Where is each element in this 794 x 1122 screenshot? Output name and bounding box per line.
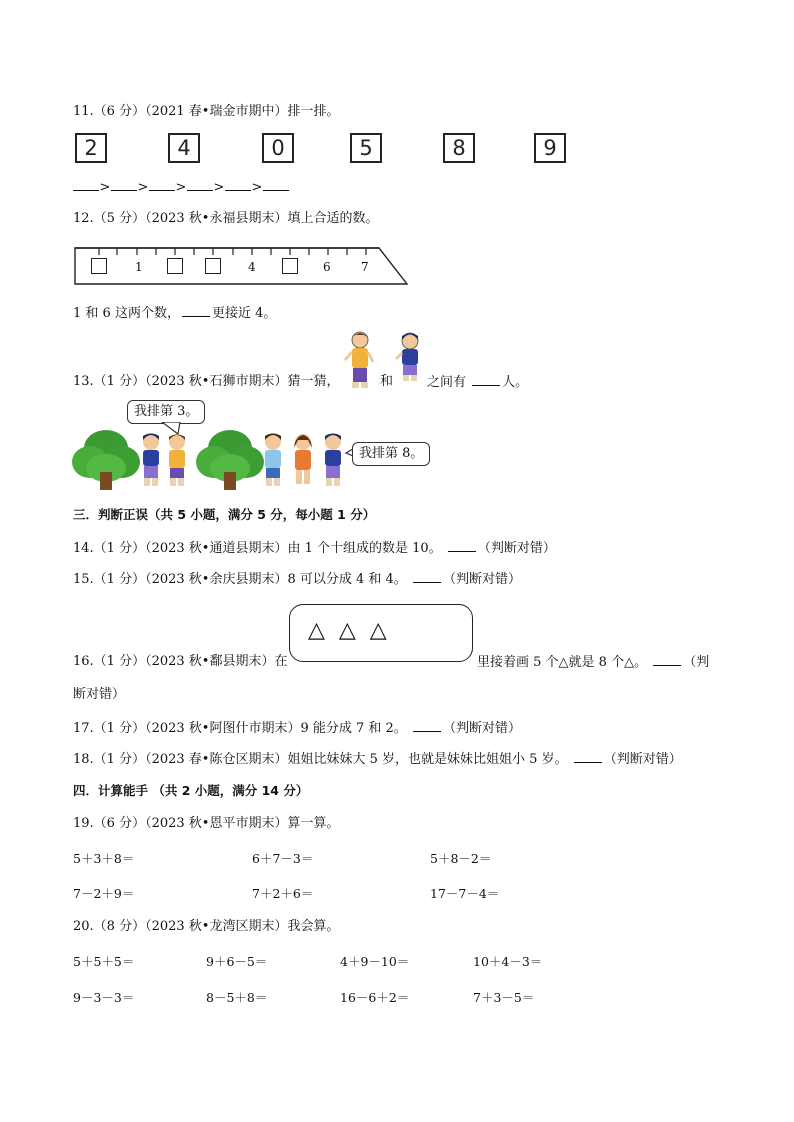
section-4-heading: 四．计算能手 （共 2 小题，满分 14 分） bbox=[73, 783, 309, 798]
child-figure-icon bbox=[143, 434, 159, 487]
calc-item: 10＋4－3＝ bbox=[473, 954, 543, 969]
section-3-heading: 三．判断正误（共 5 小题，满分 5 分，每小题 1 分） bbox=[73, 507, 376, 522]
q17-suffix: （判断对错） bbox=[442, 721, 521, 736]
q13-people-text: 人。 bbox=[502, 375, 529, 390]
q18-text: 18.（1 分）（2023 春•陈仓区期末）姐姐比妹妹大 5 岁，也就是妹妹比姐姐小 5 岁。 bbox=[73, 752, 568, 767]
q13-between bbox=[427, 373, 528, 392]
number-card-4: 5 bbox=[350, 133, 382, 163]
calc-item: 9＋6－5＝ bbox=[206, 954, 268, 969]
q16-text-b: 里接着画 5 个△就是 8 个△。 bbox=[477, 655, 648, 670]
number-card-3: 0 bbox=[262, 133, 294, 163]
number-card-1: 2 bbox=[75, 133, 107, 163]
q12-title: 12.（5 分）（2023 秋•永福县期末）填上合适的数。 bbox=[73, 211, 379, 226]
child-figure-icon bbox=[325, 434, 341, 487]
q20-title: 20.（8 分）（2023 秋•龙湾区期末）我会算。 bbox=[73, 919, 340, 934]
calc-item: 9－3－3＝ bbox=[73, 990, 135, 1005]
q14 bbox=[73, 539, 556, 558]
q12-sentence-b: 更接近 4。 bbox=[211, 306, 277, 321]
answer-blank[interactable] bbox=[73, 178, 99, 191]
q15-text: 15.（1 分）（2023 秋•余庆县期末）8 可以分成 4 和 4。 bbox=[73, 572, 407, 587]
speech-bubble-left: 我排第 3。 bbox=[127, 400, 205, 424]
greater-than: > bbox=[99, 180, 111, 195]
calc-item: 4＋9－10＝ bbox=[340, 954, 410, 969]
boy-figure-icon bbox=[343, 330, 377, 392]
q11-title: 11.（6 分）（2021 春•瑞金市期中）排一排。 bbox=[73, 104, 340, 119]
ruler-blank-box[interactable] bbox=[91, 258, 107, 274]
answer-blank[interactable] bbox=[149, 178, 175, 191]
q17 bbox=[73, 719, 521, 738]
tree-icon bbox=[72, 430, 140, 490]
answer-blank[interactable] bbox=[111, 178, 137, 191]
answer-blank[interactable] bbox=[413, 570, 441, 583]
q16-rest bbox=[477, 653, 709, 672]
q16-suffix-b: 断对错） bbox=[73, 687, 126, 702]
ruler-blank-box[interactable] bbox=[205, 258, 221, 274]
q15 bbox=[73, 570, 521, 589]
answer-blank[interactable] bbox=[413, 719, 441, 732]
greater-than: > bbox=[213, 180, 225, 195]
answer-blank[interactable] bbox=[187, 178, 213, 191]
ruler-blank-box[interactable] bbox=[167, 258, 183, 274]
number-card-2: 4 bbox=[168, 133, 200, 163]
calc-item: 17－7－4＝ bbox=[430, 886, 500, 901]
answer-blank[interactable] bbox=[225, 178, 251, 191]
calc-item: 5＋8－2＝ bbox=[430, 851, 492, 866]
greater-than: > bbox=[175, 180, 187, 195]
speech-bubble-right: 我排第 8。 bbox=[352, 442, 430, 466]
greater-than: > bbox=[251, 180, 263, 195]
number-card-6: 9 bbox=[534, 133, 566, 163]
child-figure-icon bbox=[294, 434, 312, 484]
greater-than: > bbox=[137, 180, 149, 195]
calc-item: 7＋2＋6＝ bbox=[252, 886, 314, 901]
calc-item: 8－5＋8＝ bbox=[206, 990, 268, 1005]
ruler-label-7: 7 bbox=[361, 260, 369, 274]
ruler-label-4: 4 bbox=[248, 260, 256, 274]
ordering-blanks bbox=[73, 178, 289, 195]
answer-blank[interactable] bbox=[653, 653, 681, 666]
q17-text: 17.（1 分）（2023 秋•阿图什市期末）9 能分成 7 和 2。 bbox=[73, 721, 407, 736]
q13-and: 和 bbox=[380, 374, 394, 389]
calc-item: 5＋5＋5＝ bbox=[73, 954, 135, 969]
ruler-label-6: 6 bbox=[323, 260, 331, 274]
tree-icon bbox=[196, 430, 264, 490]
calc-item: 5＋3＋8＝ bbox=[73, 851, 135, 866]
q16-text-a: 16.（1 分）（2023 秋•鄱县期末）在 bbox=[73, 654, 288, 669]
answer-blank[interactable] bbox=[472, 373, 500, 386]
calc-item: 7＋3－5＝ bbox=[473, 990, 535, 1005]
answer-blank[interactable] bbox=[448, 539, 476, 552]
q19-title: 19.（6 分）（2023 秋•恩平市期末）算一算。 bbox=[73, 816, 340, 831]
q13-title-a: 13.（1 分）（2023 秋•石狮市期末）猜一猜， bbox=[73, 374, 340, 389]
q15-suffix: （判断对错） bbox=[442, 572, 521, 587]
answer-blank[interactable] bbox=[574, 750, 602, 763]
q18-suffix: （判断对错） bbox=[603, 752, 682, 767]
answer-blank[interactable] bbox=[263, 178, 289, 191]
answer-blank[interactable] bbox=[182, 304, 210, 317]
q12-sentence bbox=[73, 304, 276, 323]
q14-text: 14.（1 分）（2023 秋•通道县期末）由 1 个十组成的数是 10。 bbox=[73, 541, 442, 556]
q16-suffix-a: （判 bbox=[683, 655, 710, 670]
child-figure-icon bbox=[265, 434, 281, 487]
ruler-label-1: 1 bbox=[135, 260, 143, 274]
child-figure-icon bbox=[169, 434, 185, 486]
girl-figure-icon bbox=[394, 331, 426, 385]
q13-between-text: 之间有 bbox=[427, 375, 467, 390]
q12-sentence-a: 1 和 6 这两个数， bbox=[73, 306, 180, 321]
q18 bbox=[73, 750, 682, 769]
number-card-5: 8 bbox=[443, 133, 475, 163]
calc-item: 6＋7－3＝ bbox=[252, 851, 314, 866]
q14-suffix: （判断对错） bbox=[477, 541, 556, 556]
ruler-blank-box[interactable] bbox=[282, 258, 298, 274]
children-queue-scene bbox=[72, 420, 352, 492]
calc-item: 7－2＋9＝ bbox=[73, 886, 135, 901]
triangle-box bbox=[289, 604, 473, 662]
triangles: △ △ △ bbox=[308, 618, 387, 643]
calc-item: 16－6＋2＝ bbox=[340, 990, 410, 1005]
